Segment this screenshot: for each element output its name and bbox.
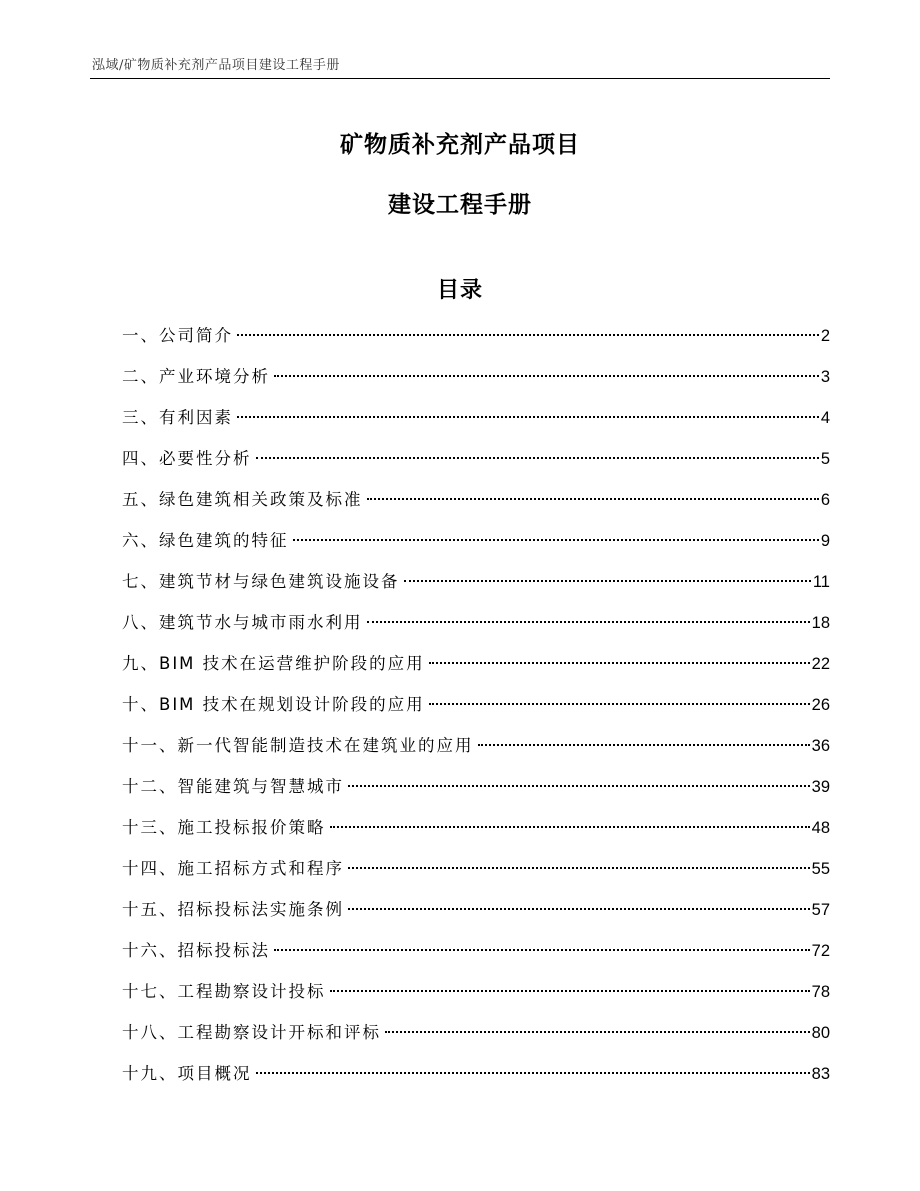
toc-entry-number: 五、 bbox=[122, 490, 159, 509]
toc-entry-page: 4 bbox=[820, 409, 830, 427]
toc-entry-number: 八、 bbox=[122, 613, 159, 632]
toc-leader-dots bbox=[478, 744, 810, 746]
toc-entry-title: 公司简介 bbox=[159, 326, 233, 345]
toc-entry[interactable] bbox=[122, 937, 830, 978]
toc-entry-page: 6 bbox=[820, 491, 830, 509]
toc-entry-title: 施工招标方式和程序 bbox=[177, 859, 344, 878]
toc-entry-page: 2 bbox=[820, 327, 830, 345]
toc-entry[interactable] bbox=[122, 1019, 830, 1060]
toc-entry-page: 11 bbox=[812, 573, 830, 591]
toc-leader-dots bbox=[330, 990, 810, 992]
toc-entry-page: 9 bbox=[820, 532, 830, 550]
toc-entry-page: 57 bbox=[811, 901, 830, 919]
toc-entry[interactable] bbox=[122, 732, 830, 773]
toc-leader-dots bbox=[330, 826, 810, 828]
toc-entry-number: 十、 bbox=[122, 695, 159, 714]
toc-entry-title: 建筑节水与城市雨水利用 bbox=[159, 613, 363, 632]
toc-entry-title: 必要性分析 bbox=[159, 449, 252, 468]
toc-entry-page: 18 bbox=[811, 614, 830, 632]
toc-entry-page: 83 bbox=[811, 1065, 830, 1083]
toc-entry[interactable] bbox=[122, 609, 830, 650]
toc-leader-dots bbox=[256, 1072, 810, 1074]
toc-entry-title: 工程勘察设计开标和评标 bbox=[177, 1023, 381, 1042]
toc-leader-dots bbox=[274, 949, 810, 951]
toc-leader-dots bbox=[348, 785, 810, 787]
toc-entry-title: 招标投标法实施条例 bbox=[177, 900, 344, 919]
running-header: 泓域/矿物质补充剂产品项目建设工程手册 bbox=[92, 58, 340, 73]
toc-entry-number: 三、 bbox=[122, 408, 159, 427]
toc-entry[interactable] bbox=[122, 363, 830, 404]
toc-entry-number: 十二、 bbox=[122, 777, 178, 796]
toc-entry-title: 产业环境分析 bbox=[159, 367, 270, 386]
toc-leader-dots bbox=[237, 334, 819, 336]
toc-entry-number: 七、 bbox=[122, 572, 159, 591]
toc-entry[interactable] bbox=[122, 1060, 830, 1101]
toc-entry[interactable] bbox=[122, 814, 830, 855]
toc-entry-number: 十八、 bbox=[122, 1023, 178, 1042]
table-of-contents bbox=[122, 322, 830, 1101]
toc-entry[interactable] bbox=[122, 404, 830, 445]
toc-entry-title: 有利因素 bbox=[159, 408, 233, 427]
toc-entry-number: 十五、 bbox=[122, 900, 178, 919]
toc-leader-dots bbox=[348, 908, 810, 910]
toc-entry[interactable] bbox=[122, 486, 830, 527]
toc-entry-number: 十六、 bbox=[122, 941, 178, 960]
toc-entry-title: 建筑节材与绿色建筑设施设备 bbox=[159, 572, 400, 591]
toc-entry[interactable] bbox=[122, 568, 830, 609]
toc-entry-title: BIM 技术在规划设计阶段的应用 bbox=[159, 695, 425, 714]
toc-entry-number: 一、 bbox=[122, 326, 159, 345]
toc-entry-title: 施工投标报价策略 bbox=[177, 818, 326, 837]
document-title-line-2: 建设工程手册 bbox=[388, 192, 532, 218]
toc-leader-dots bbox=[404, 580, 811, 582]
toc-entry-page: 55 bbox=[811, 860, 830, 878]
toc-entry-page: 80 bbox=[811, 1024, 830, 1042]
document-title-line-1: 矿物质补充剂产品项目 bbox=[340, 132, 580, 158]
toc-entry-title: 绿色建筑的特征 bbox=[159, 531, 289, 550]
toc-entry-page: 36 bbox=[811, 737, 830, 755]
toc-leader-dots bbox=[348, 867, 810, 869]
toc-entry[interactable] bbox=[122, 527, 830, 568]
toc-leader-dots bbox=[256, 457, 819, 459]
toc-entry-page: 39 bbox=[811, 778, 830, 796]
toc-entry-number: 十三、 bbox=[122, 818, 178, 837]
toc-entry-page: 26 bbox=[811, 696, 830, 714]
toc-entry-title: 工程勘察设计投标 bbox=[177, 982, 326, 1001]
toc-leader-dots bbox=[429, 703, 810, 705]
toc-entry-number: 十七、 bbox=[122, 982, 178, 1001]
toc-entry-page: 3 bbox=[820, 368, 830, 386]
toc-entry[interactable] bbox=[122, 445, 830, 486]
toc-entry[interactable] bbox=[122, 773, 830, 814]
toc-leader-dots bbox=[274, 375, 819, 377]
toc-heading: 目录 bbox=[436, 278, 483, 303]
toc-entry[interactable] bbox=[122, 691, 830, 732]
toc-entry-number: 四、 bbox=[122, 449, 159, 468]
toc-leader-dots bbox=[237, 416, 819, 418]
toc-entry-title: 绿色建筑相关政策及标准 bbox=[159, 490, 363, 509]
toc-entry-title: 新一代智能制造技术在建筑业的应用 bbox=[177, 736, 474, 755]
toc-entry-number: 十一、 bbox=[122, 736, 178, 755]
toc-entry-title: 项目概况 bbox=[177, 1064, 252, 1083]
toc-leader-dots bbox=[385, 1031, 810, 1033]
toc-entry-page: 48 bbox=[811, 819, 830, 837]
toc-entry-page: 5 bbox=[820, 450, 830, 468]
toc-entry-title: BIM 技术在运营维护阶段的应用 bbox=[159, 654, 425, 673]
toc-entry-title: 招标投标法 bbox=[177, 941, 270, 960]
toc-leader-dots bbox=[367, 498, 819, 500]
header-divider bbox=[90, 78, 830, 79]
toc-entry-page: 78 bbox=[811, 983, 830, 1001]
toc-entry-number: 六、 bbox=[122, 531, 159, 550]
toc-leader-dots bbox=[429, 662, 810, 664]
toc-entry[interactable] bbox=[122, 650, 830, 691]
toc-entry[interactable] bbox=[122, 855, 830, 896]
toc-entry-number: 二、 bbox=[122, 367, 159, 386]
toc-entry-number: 十四、 bbox=[122, 859, 178, 878]
toc-entry[interactable] bbox=[122, 322, 830, 363]
toc-leader-dots bbox=[367, 621, 810, 623]
toc-entry[interactable] bbox=[122, 978, 830, 1019]
toc-entry-title: 智能建筑与智慧城市 bbox=[177, 777, 344, 796]
toc-entry-number: 九、 bbox=[122, 654, 159, 673]
toc-entry-page: 72 bbox=[811, 942, 830, 960]
toc-entry-page: 22 bbox=[811, 655, 830, 673]
toc-entry-number: 十九、 bbox=[122, 1064, 178, 1083]
toc-entry[interactable] bbox=[122, 896, 830, 937]
toc-leader-dots bbox=[293, 539, 819, 541]
